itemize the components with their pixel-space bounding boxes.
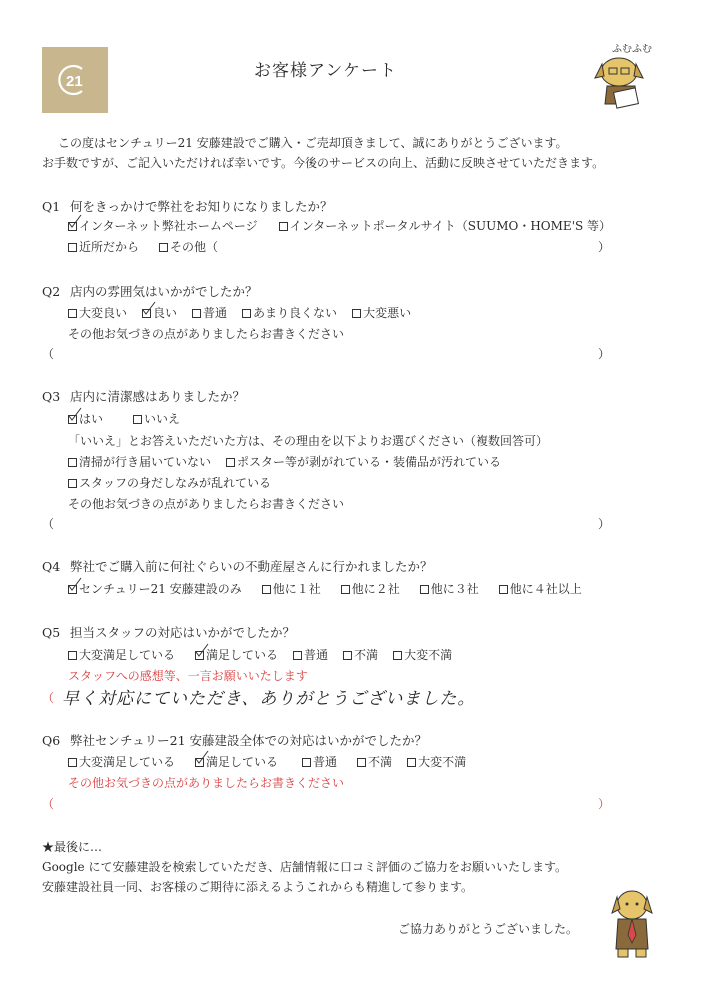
option-label: 大変良い — [79, 306, 128, 320]
logo — [42, 47, 108, 113]
q1-option-nearby[interactable] — [68, 240, 139, 254]
checkbox-icon[interactable] — [302, 758, 311, 767]
q1-label: Q1 — [42, 199, 61, 214]
q2-open-paren: （ — [42, 347, 55, 361]
checkbox-icon[interactable] — [279, 222, 288, 231]
option-label: 近所だから — [79, 240, 140, 254]
q3-comment-field[interactable] — [58, 515, 593, 533]
q6-comment-prompt: その他お気づきの点がありましたらお書きください — [68, 776, 345, 790]
checkbox-icon[interactable] — [68, 458, 77, 467]
q2-comment-field[interactable] — [58, 345, 593, 363]
checkbox-icon[interactable] — [68, 309, 77, 318]
page-title: お客様アンケート — [254, 61, 397, 81]
q2-question: 店内の雰囲気はいかがでしたか？ — [70, 284, 258, 299]
closing-heading: ★最後に… — [42, 840, 103, 854]
q6-label: Q6 — [42, 733, 61, 748]
option-label: スタッフの身だしなみが乱れている — [79, 476, 272, 490]
option-label: あまり良くない — [253, 306, 338, 320]
q3-option-yes[interactable] — [68, 412, 103, 426]
checkbox-icon[interactable] — [68, 651, 77, 660]
dog-mascot-bowing-icon — [606, 885, 658, 961]
checkbox-icon[interactable] — [133, 415, 142, 424]
checkbox-icon[interactable] — [341, 585, 350, 594]
option-label: 普通 — [304, 648, 329, 662]
q1-options-row-2 — [68, 240, 233, 254]
option-label: 大変不満 — [404, 648, 453, 662]
q5-option-satisfied[interactable] — [195, 648, 278, 662]
q4-option-4-plus[interactable] — [499, 582, 582, 596]
q2-option-normal[interactable] — [192, 306, 227, 320]
option-label: 他に２社 — [351, 582, 400, 596]
checkbox-icon[interactable] — [68, 758, 77, 767]
checkbox-icon[interactable] — [242, 309, 251, 318]
checkbox-icon[interactable] — [499, 585, 508, 594]
q3-open-paren: （ — [42, 517, 55, 531]
option-label: インターネット弊社ホームページ — [79, 219, 258, 233]
q2-option-very-good[interactable] — [68, 306, 127, 320]
q3-options — [68, 412, 195, 426]
dog-mascot-reading-icon — [585, 52, 655, 110]
option-label: インターネットポータルサイト（SUUMO・HOME'S 等） — [289, 219, 612, 233]
intro-line-1: この度はセンチュリー21 安藤建設でご購入・ご売却頂きまして、誠にありがとうございます。 — [58, 136, 568, 150]
q2-options — [68, 306, 426, 320]
option-label: その他（ — [170, 240, 219, 254]
q1-options-row-1 — [68, 219, 626, 233]
checkbox-icon[interactable] — [68, 243, 77, 252]
checkbox-icon[interactable] — [293, 651, 302, 660]
q6-option-dissatisfied[interactable] — [357, 755, 392, 769]
checkbox-icon[interactable] — [393, 651, 402, 660]
option-label: 他に４社以上 — [509, 582, 582, 596]
option-label: いいえ — [144, 412, 181, 426]
q6-question: 弊社センチュリー21 安藤建設全体での対応はいかがでしたか？ — [70, 733, 428, 748]
option-label: 満足している — [206, 648, 279, 662]
q4-option-1-other[interactable] — [262, 582, 321, 596]
q3-comment-prompt: その他お気づきの点がありましたらお書きください — [68, 497, 345, 511]
q5-option-very-satisfied[interactable] — [68, 648, 175, 662]
q5-handwritten-comment[interactable]: 早く対応にていただき、ありがとうございました。 — [62, 689, 476, 709]
logo-text: 21 — [66, 73, 83, 90]
q1-question: 何をきっかけで弊社をお知りになりましたか？ — [70, 199, 333, 214]
option-label: 普通 — [313, 755, 338, 769]
option-label: 満足している — [206, 755, 279, 769]
q5-question: 担当スタッフの対応はいかがでしたか？ — [70, 625, 296, 640]
closing-line-2: 安藤建設社員一同、お客様のご期待に添えるようこれからも精進して参ります。 — [42, 880, 474, 894]
option-label: 大変不満 — [418, 755, 467, 769]
option-label: 大変満足している — [79, 648, 176, 662]
q3-question: 店内に清潔感はありましたか？ — [70, 389, 246, 404]
q2-option-good[interactable] — [142, 306, 177, 320]
q1-option-homepage[interactable] — [68, 219, 258, 233]
q5-open-paren: （ — [42, 691, 55, 705]
q6-option-normal[interactable] — [302, 755, 337, 769]
q4-option-2-others[interactable] — [341, 582, 400, 596]
q2-label: Q2 — [42, 284, 61, 299]
q5-label: Q5 — [42, 625, 61, 640]
q5-options — [68, 648, 467, 662]
q5-comment-prompt: スタッフへの感想等、一言お願いいたします — [68, 669, 308, 683]
option-label: 普通 — [203, 306, 228, 320]
thanks-text: ご協力ありがとうございました。 — [398, 922, 579, 936]
q6-option-very-satisfied[interactable] — [68, 755, 175, 769]
q2-option-not-good[interactable] — [242, 306, 337, 320]
option-label: 大変悪い — [363, 306, 412, 320]
option-label: ポスター等が剥がれている・装備品が汚れている — [237, 455, 502, 469]
checkbox-icon[interactable] — [192, 309, 201, 318]
checkbox-icon[interactable] — [352, 309, 361, 318]
q3-reason-staff[interactable] — [68, 476, 271, 490]
option-label: はい — [79, 412, 104, 426]
option-label: センチュリー21 安藤建設のみ — [79, 582, 242, 596]
checkbox-icon[interactable] — [68, 479, 77, 488]
checkbox-icon[interactable] — [357, 758, 366, 767]
option-label: 他に１社 — [272, 582, 321, 596]
q4-question: 弊社でご購入前に何社ぐらいの不動産屋さんに行かれましたか？ — [70, 559, 433, 574]
q6-comment-field[interactable] — [58, 795, 593, 813]
checkbox-icon[interactable] — [226, 458, 235, 467]
checkbox-icon[interactable] — [407, 758, 416, 767]
option-label: 大変満足している — [79, 755, 176, 769]
q4-option-only-us[interactable] — [68, 582, 242, 596]
option-label: 良い — [153, 306, 178, 320]
q3-reason-cleaning[interactable] — [68, 455, 211, 469]
q6-options — [68, 755, 481, 769]
option-label: 不満 — [368, 755, 393, 769]
q1-close-paren: ） — [598, 240, 611, 254]
q3-close-paren: ） — [598, 517, 611, 531]
century21-logo-icon — [42, 47, 108, 113]
option-label: 他に３社 — [430, 582, 479, 596]
q5-option-very-dissatisfied[interactable] — [393, 648, 452, 662]
q3-reason-prompt: 「いいえ」とお答えいただいた方は、その理由を以下よりお選びください（複数回答可） — [68, 434, 549, 448]
q6-option-very-dissatisfied[interactable] — [407, 755, 466, 769]
checkbox-icon[interactable] — [262, 585, 271, 594]
q3-option-no[interactable] — [133, 412, 180, 426]
q3-reasons-row-1 — [68, 455, 516, 469]
q4-label: Q4 — [42, 559, 61, 574]
option-label: 不満 — [354, 648, 379, 662]
q1-option-other[interactable] — [159, 240, 218, 254]
q6-open-paren: （ — [42, 797, 55, 811]
checkbox-icon[interactable] — [343, 651, 352, 660]
checkbox-checked-icon[interactable] — [68, 415, 77, 424]
q2-comment-prompt: その他お気づきの点がありましたらお書きください — [68, 327, 345, 341]
checkbox-checked-icon[interactable] — [195, 651, 204, 660]
q1-option-portal[interactable] — [279, 219, 611, 233]
q3-reason-poster[interactable] — [226, 455, 501, 469]
q4-options — [68, 582, 582, 596]
q3-label: Q3 — [42, 389, 61, 404]
option-label: 清掃が行き届いていない — [79, 455, 212, 469]
intro-line-2: お手数ですが、ご記入いただければ幸いです。今後のサービスの向上、活動に反映させていただきます。 — [42, 156, 605, 170]
checkbox-checked-icon[interactable] — [195, 758, 204, 767]
q2-close-paren: ） — [598, 347, 611, 361]
q3-reasons-row-2 — [68, 476, 286, 490]
closing-line-1: Google にて安藤建設を検索していただき、店舗情報に口コミ評価のご協力をお願いいたします。 — [42, 860, 568, 874]
q2-option-very-bad[interactable] — [352, 306, 411, 320]
checkbox-icon[interactable] — [420, 585, 429, 594]
q4-option-3-others[interactable] — [420, 582, 479, 596]
q5-option-normal[interactable] — [293, 648, 328, 662]
checkbox-checked-icon[interactable] — [68, 585, 77, 594]
checkbox-checked-icon[interactable] — [142, 309, 151, 318]
q6-close-paren: ） — [598, 797, 611, 811]
checkbox-icon[interactable] — [159, 243, 168, 252]
q6-option-satisfied[interactable] — [195, 755, 278, 769]
checkbox-checked-icon[interactable] — [68, 222, 77, 231]
q5-option-dissatisfied[interactable] — [343, 648, 378, 662]
mascot-caption: ふむふむ — [612, 44, 652, 55]
